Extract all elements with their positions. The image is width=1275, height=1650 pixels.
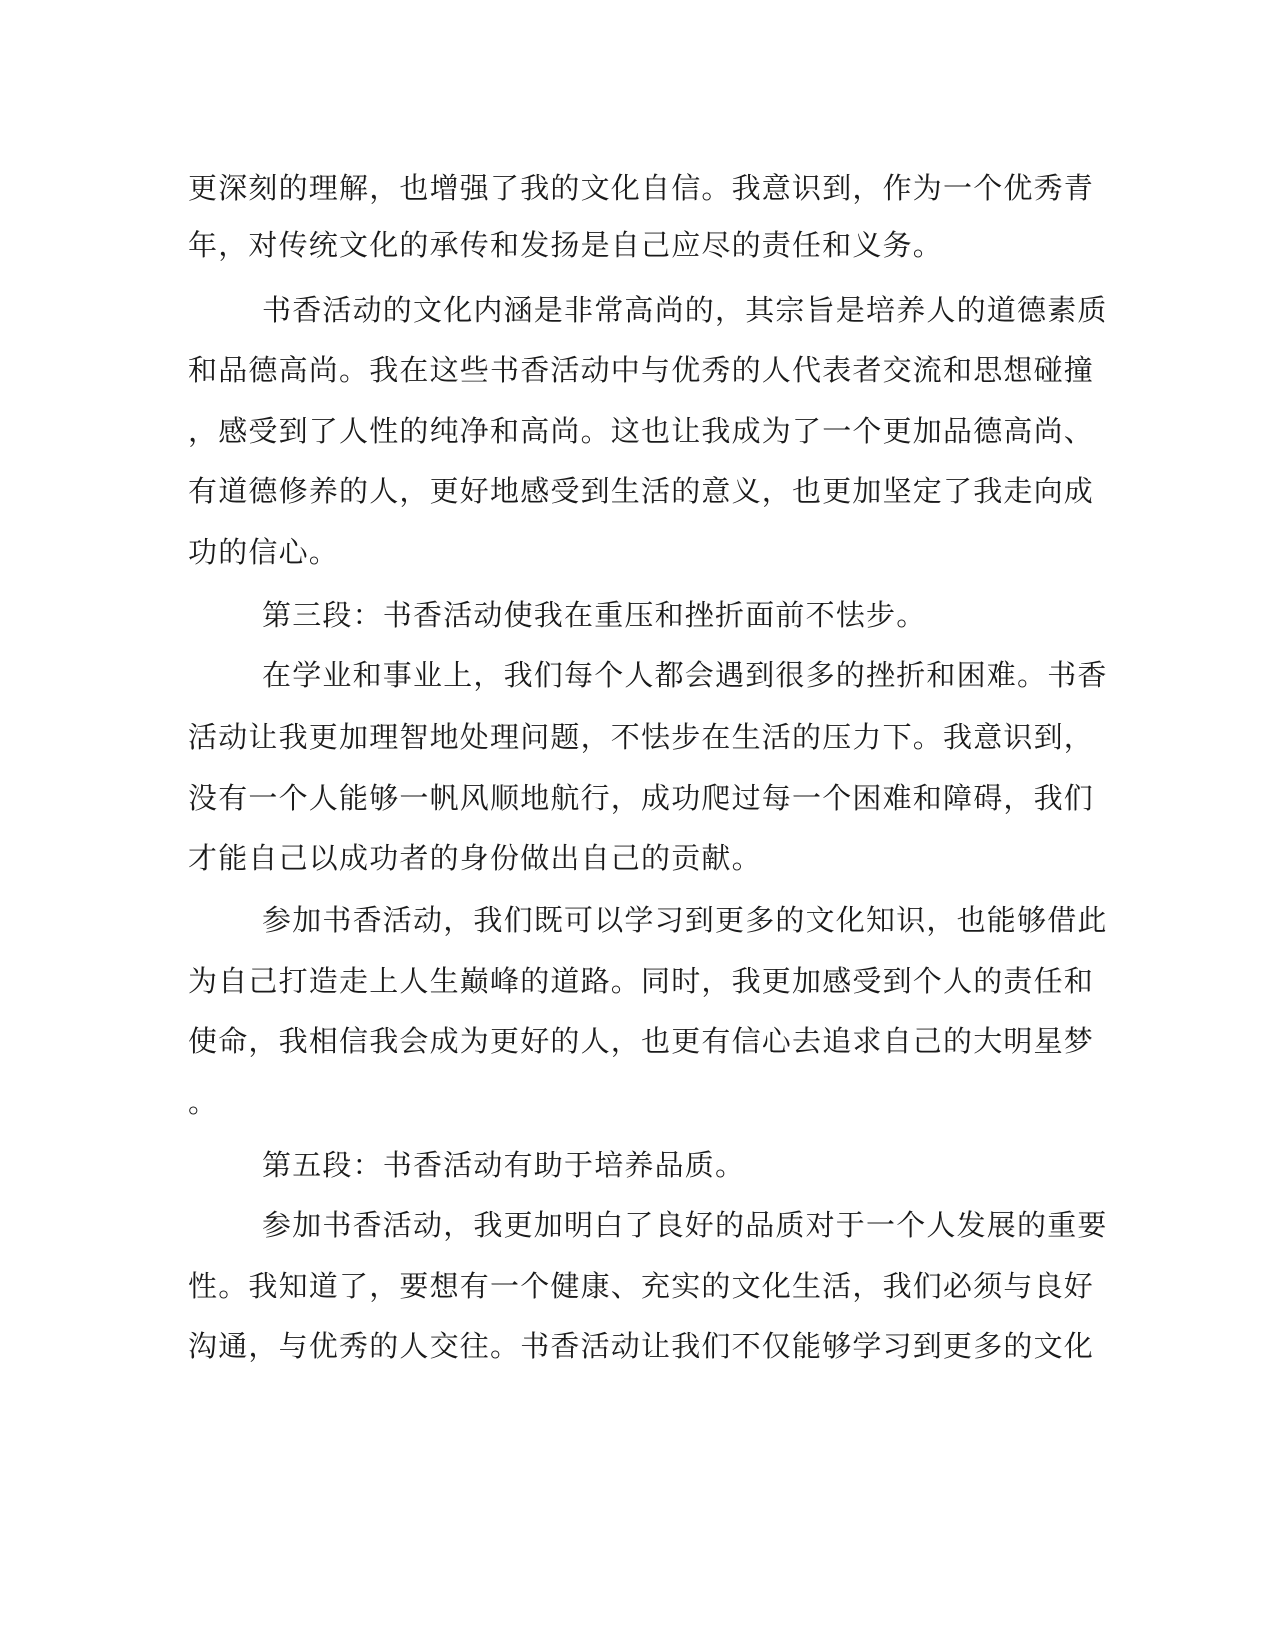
text-line: 活动让我更加理智地处理问题，不怯步在生活的压力下。我意识到， [188, 720, 1095, 754]
text-line: 使命，我相信我会成为更好的人，也更有信心去追求自己的大明星梦 [188, 1024, 1095, 1058]
text-line: 性。我知道了，要想有一个健康、充实的文化生活，我们必须与良好 [188, 1269, 1095, 1303]
text-line: 在学业和事业上，我们每个人都会遇到很多的挫折和困难。书香 [262, 658, 1108, 692]
text-line: 和品德高尚。我在这些书香活动中与优秀的人代表者交流和思想碰撞 [188, 353, 1095, 387]
text-line: 参加书香活动，我们既可以学习到更多的文化知识，也能够借此 [262, 903, 1108, 937]
text-line: 才能自己以成功者的身份做出自己的贡献。 [188, 841, 762, 875]
text-line: 书香活动的文化内涵是非常高尚的，其宗旨是培养人的道德素质 [262, 293, 1108, 327]
text-line: 年，对传统文化的承传和发扬是自己应尽的责任和义务。 [188, 228, 944, 262]
text-line: 没有一个人能够一帆风顺地航行，成功爬过每一个困难和障碍，我们 [188, 781, 1095, 815]
section-heading: 第三段：书香活动使我在重压和挫折面前不怯步。 [262, 598, 927, 632]
text-line: 沟通，与优秀的人交往。书香活动让我们不仅能够学习到更多的文化 [188, 1329, 1095, 1363]
text-line: 。 [188, 1085, 219, 1119]
text-line: 为自己打造走上人生巅峰的道路。同时，我更加感受到个人的责任和 [188, 964, 1095, 998]
text-line: 更深刻的理解，也增强了我的文化自信。我意识到，作为一个优秀青 [188, 171, 1095, 205]
text-line: ，感受到了人性的纯净和高尚。这也让我成为了一个更加品德高尚、 [188, 414, 1095, 448]
section-heading: 第五段：书香活动有助于培养品质。 [262, 1148, 746, 1182]
text-line: 参加书香活动，我更加明白了良好的品质对于一个人发展的重要 [262, 1208, 1108, 1242]
text-line: 功的信心。 [188, 535, 340, 569]
text-line: 有道德修养的人，更好地感受到生活的意义，也更加坚定了我走向成 [188, 474, 1095, 508]
